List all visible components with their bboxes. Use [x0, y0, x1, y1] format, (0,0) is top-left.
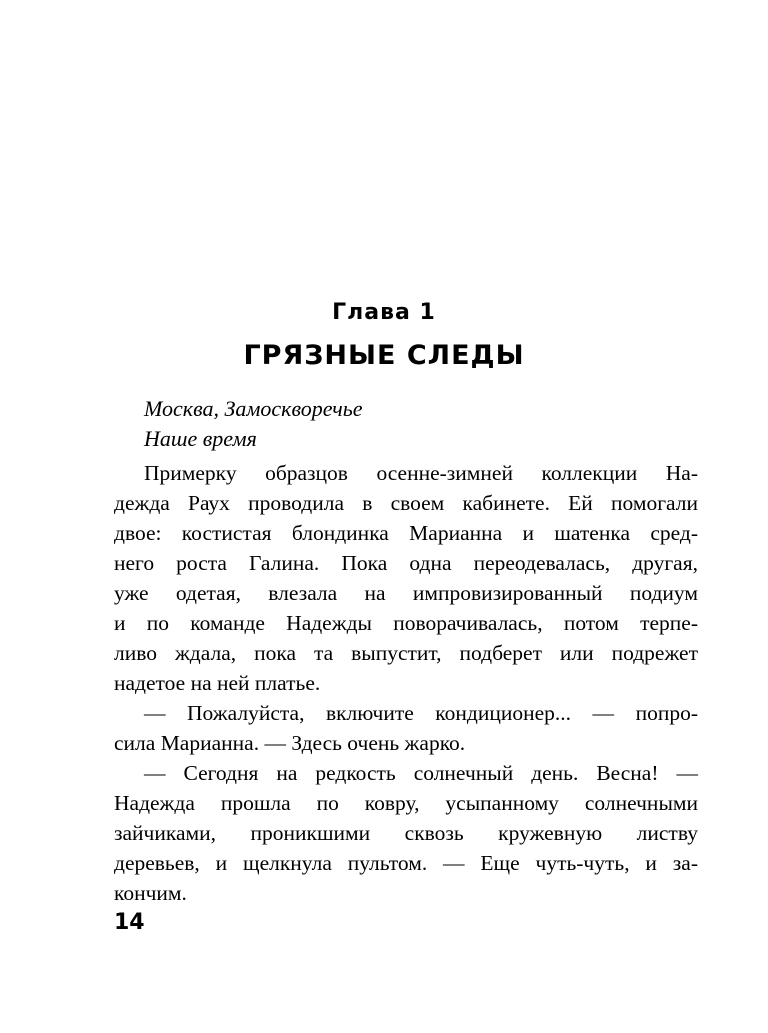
chapter-title: ГРЯЗНЫЕ СЛЕДЫ — [243, 340, 525, 371]
text-line: — Сегодня на редкость солнечный день. Весна! — — [144, 761, 698, 785]
text-line: деревьев, и щелкнула пультом. — Еще чуть-чуть, и за- — [114, 851, 698, 875]
text-line: уже одетая, влезала на импровизированный подиум — [114, 581, 698, 605]
text-line: ливо ждала, пока та выпустит, подберет или подрежет — [114, 641, 698, 665]
text-line: — Пожалуйста, включите кондиционер... — попро- — [144, 701, 698, 725]
location-block — [144, 394, 362, 454]
text-line: дежда Раух проводила в своем кабинете. Ей помогали — [114, 491, 698, 515]
text-line: Примерку образцов осенне-зимней коллекции На- — [144, 461, 698, 485]
page-number: 14 — [114, 910, 145, 935]
chapter-label: Глава 1 — [332, 300, 436, 325]
text-line: зайчиками, проникшими сквозь кружевную листву — [114, 821, 698, 845]
body-text — [114, 458, 698, 908]
location-place: Москва, Замоскворечье — [144, 396, 363, 421]
text-line: него роста Галина. Пока одна переодевалась, другая, — [114, 551, 698, 575]
text-line: кончим. — [114, 881, 187, 905]
text-line: двое: костистая блондинка Марианна и шатенка сред- — [114, 521, 698, 545]
location-time: Наше время — [144, 426, 257, 451]
text-line: надетое на ней платье. — [114, 671, 321, 695]
text-line: и по команде Надежды поворачивалась, потом терпе- — [114, 611, 698, 635]
text-line: Надежда прошла по ковру, усыпанному солнечными — [114, 791, 698, 815]
text-line: сила Марианна. — Здесь очень жарко. — [114, 731, 466, 755]
